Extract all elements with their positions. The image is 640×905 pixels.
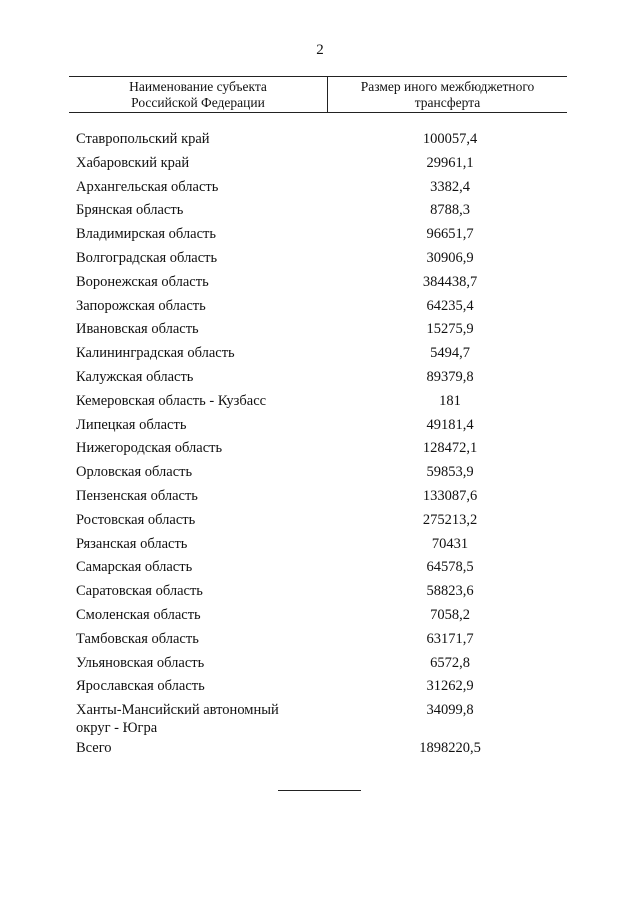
table-row xyxy=(0,555,640,579)
region-name: Тамбовская область xyxy=(76,630,199,647)
region-name: Ростовская область xyxy=(76,511,196,528)
region-name: Архангельская область xyxy=(76,178,219,195)
table-row xyxy=(0,603,640,627)
region-name: Ульяновская область xyxy=(76,654,205,671)
region-name: Калужская область xyxy=(76,368,194,385)
transfer-amount: 63171,7 xyxy=(426,630,474,647)
table-row xyxy=(0,579,640,603)
transfer-amount: 6572,8 xyxy=(430,654,470,671)
region-name: Рязанская область xyxy=(76,535,188,552)
transfer-amount: 275213,2 xyxy=(422,511,478,528)
table-row xyxy=(0,698,640,736)
transfer-amount: 58823,6 xyxy=(426,583,474,600)
transfer-amount: 49181,4 xyxy=(426,416,474,433)
table-header xyxy=(69,76,567,113)
region-name: Липецкая область xyxy=(76,416,187,433)
region-name: Калининградская область xyxy=(76,345,235,362)
region-name: Волгоградская область xyxy=(76,249,218,266)
table-row xyxy=(0,508,640,532)
region-name: Хабаровский край xyxy=(76,154,190,171)
transfer-amount: 34099,8 xyxy=(426,702,474,719)
table-row xyxy=(0,294,640,318)
region-name-line1: Ханты-Мансийский автономный xyxy=(76,702,279,719)
region-name: Ивановская область xyxy=(76,321,199,338)
end-of-document-line xyxy=(278,790,361,791)
table-row xyxy=(0,460,640,484)
transfer-amount: 181 xyxy=(439,392,461,409)
transfer-amount: 128472,1 xyxy=(422,440,478,457)
transfer-amount: 3382,4 xyxy=(430,178,470,195)
table-row xyxy=(0,532,640,556)
table-row xyxy=(0,674,640,698)
transfer-amount: 59853,9 xyxy=(426,464,474,481)
transfer-amount: 8788,3 xyxy=(430,202,470,219)
table-row xyxy=(0,651,640,675)
region-name: Воронежская область xyxy=(76,273,209,290)
table-row xyxy=(0,270,640,294)
table-body xyxy=(0,127,640,760)
total-amount: 1898220,5 xyxy=(419,740,481,757)
table-row xyxy=(0,198,640,222)
table-row xyxy=(0,246,640,270)
table-row xyxy=(0,484,640,508)
region-name: Саратовская область xyxy=(76,583,203,600)
column-header-subject-line2: Российской Федерации xyxy=(131,94,265,110)
table-row xyxy=(0,127,640,151)
region-name: Самарская область xyxy=(76,559,193,576)
column-header-amount-line2: трансферта xyxy=(414,94,481,110)
region-name: Нижегородская область xyxy=(76,440,223,457)
region-name: Ставропольский край xyxy=(76,131,210,147)
region-name: Запорожская область xyxy=(76,297,206,314)
column-header-amount xyxy=(328,79,567,110)
table-row xyxy=(0,413,640,437)
region-name: Орловская область xyxy=(76,464,193,481)
transfer-amount: 96651,7 xyxy=(426,226,474,243)
table-row xyxy=(0,341,640,365)
region-name: Кемеровская область - Кузбасс xyxy=(76,392,267,409)
table-row xyxy=(0,436,640,460)
transfer-amount: 5494,7 xyxy=(430,345,470,362)
table-row xyxy=(0,151,640,175)
region-name: Пензенская область xyxy=(76,487,198,504)
table-row xyxy=(0,317,640,341)
column-header-subject xyxy=(69,79,327,110)
region-name: Брянская область xyxy=(76,202,184,219)
transfer-amount: 64578,5 xyxy=(426,559,474,576)
region-name: Ярославская область xyxy=(76,678,205,695)
total-row xyxy=(0,736,640,760)
transfer-amount: 7058,2 xyxy=(430,606,470,623)
region-name: Смоленская область xyxy=(76,606,201,623)
total-label: Всего xyxy=(76,740,112,757)
transfer-amount: 64235,4 xyxy=(426,297,474,314)
transfer-amount: 15275,9 xyxy=(426,321,474,338)
transfer-amount: 89379,8 xyxy=(426,368,474,385)
region-name xyxy=(76,698,316,737)
transfer-amount: 100057,4 xyxy=(422,131,478,147)
transfer-amount: 30906,9 xyxy=(426,249,474,266)
transfer-amount: 384438,7 xyxy=(422,273,478,290)
transfer-amount: 29961,1 xyxy=(426,154,474,171)
table-row xyxy=(0,175,640,199)
page-number: 2 xyxy=(316,42,324,58)
transfer-amount: 133087,6 xyxy=(422,487,478,504)
transfer-amount: 70431 xyxy=(431,535,469,552)
region-name-line2: округ - Югра xyxy=(76,720,158,737)
table-row xyxy=(0,389,640,413)
transfer-amount: 31262,9 xyxy=(426,678,474,695)
table-row xyxy=(0,222,640,246)
table-row xyxy=(0,365,640,389)
column-header-amount-line1: Размер иного межбюджетного xyxy=(360,79,535,94)
region-name: Владимирская область xyxy=(76,226,216,243)
column-header-subject-line1: Наименование субъекта xyxy=(129,79,267,94)
table-row xyxy=(0,627,640,651)
